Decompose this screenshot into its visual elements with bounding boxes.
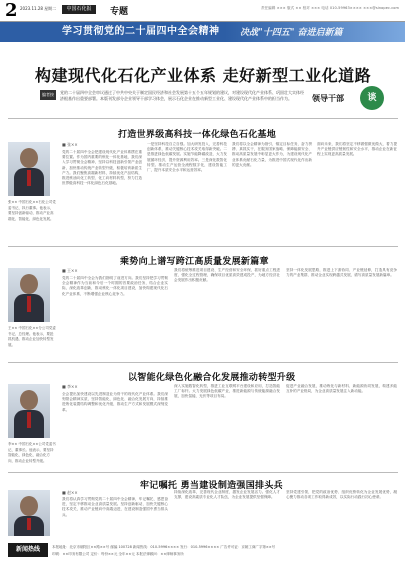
page-headline: 构建现代化石化产业体系 走好新型工业化道路 <box>35 66 372 85</box>
section-3-column-2: 深入实施数智化转型，推进工业互联网平台建设和应用，打造智能工厂标杆。大力发展绿色低碳产业，推进新能源与传统能源融合发展，加快氢能、光伏等项目布局。 <box>174 384 280 399</box>
byline-4: ■ 赵×× <box>62 490 78 495</box>
photo-head <box>20 274 38 294</box>
banner-slogan: 决战"十四五" 奋进启新篇 <box>240 28 343 38</box>
section-1-column-2: 一是坚持科技自立自强。加大研发投入，完善科技创新体系，推动关键核心技术攻关取得新突破。二是推进绿色低碳发展。实施节能降碳改造，大力发展循环经济，提升资源利用效率。三是深化数智化转型。推动生产运营全流程数字化，建设智能工厂，提升本质安全水平和运营效率。 <box>147 142 227 173</box>
intro-text: 党的二十届四中全会审议通过了中共中央关于制定国民经济和社会发展第十五个五年规划的建议，对建设现代化产业体系、巩固壮大实体经济根基作出重要部署。本版刊发部分企业领导干部学习体会，展示石化企业在推动新型工业化、建设现代化产业体系中的担当作为。 <box>60 90 304 101</box>
photo-tie <box>27 170 31 186</box>
section-divider <box>8 246 398 247</box>
photo-tie <box>27 518 31 530</box>
section-title-1: 打造世界级高科技一体化绿色石化基地 <box>118 130 277 140</box>
section-2-column-2: 我们将统筹推进项目建设、生产经营和安全环保，抓好重点工程进度，强化全过程管理，确保项目优质高效建成投产，为地方经济社会发展作出积极贡献。 <box>174 268 280 283</box>
photo-tie <box>27 412 31 428</box>
masthead-bar <box>0 0 405 22</box>
byline-1: ■ 张×× <box>62 142 78 147</box>
photo-head <box>20 496 38 516</box>
section-3-column-3: 促进产业融合发展，推动炼化与新材料、新能源协同发展，构建多能互补的产业格局，为企业高质量发展注入新动能。 <box>286 384 397 394</box>
section-divider <box>8 472 398 473</box>
section-4-column-1: 我们将认真学习贯彻党的二十届四中全会精神，牢记嘱托、感恩奋进，坚定不移推动企业高质量发展。坚持创新驱动，加快关键核心技术攻关，推动产业链向中高端迈进，在建设制造强国中勇当排头兵。 <box>62 497 168 517</box>
photo-head <box>20 148 38 168</box>
byline-3: ■ 李×× <box>62 384 78 389</box>
author-photo-1 <box>8 142 50 196</box>
section-2-column-3: 坚持一体化发展思路，推进上下游协同、产业链延伸，打造具有竞争力的产业集群，推动企业实现跨越式发展，谱写高质量发展新篇章。 <box>286 268 397 278</box>
byline-2: ■ 王×× <box>62 268 78 273</box>
photo-tie <box>27 296 31 312</box>
section-4-column-2: 持续深化改革，完善现代企业制度，激发企业发展活力。强化人才支撑，建设高素质专业化人才队伍，为企业发展提供坚强保障。 <box>174 490 280 500</box>
section-4-column-3: 坚持党建引领，把党的政治优势、组织优势转化为企业发展优势，凝心聚力推动各项工作取得新成效，以实际行动践行初心使命。 <box>286 490 397 500</box>
column-logo-circle: 谈 <box>360 86 384 110</box>
footer-line-2: 印刷：××印务有限公司 定价：每份××元 全年××元 本报法律顾问：××律师事务所 <box>52 552 184 556</box>
section-title-3: 以智能化绿色化融合化发展推动转型升级 <box>128 373 296 383</box>
section-divider <box>8 362 398 363</box>
author-caption-3: 李×× 中国石化××公司党委书记、董事长。他表示，要坚持智能化、绿色化、融合化方向，推动企业转型升级。 <box>8 442 56 463</box>
intro-tag: 编者按 <box>40 90 56 100</box>
section-divider <box>8 118 398 119</box>
author-photo-4 <box>8 490 50 536</box>
column-logo-text: 领导干部 <box>312 93 344 103</box>
author-photo-2 <box>8 268 50 322</box>
section-tag: 专题 <box>110 7 129 17</box>
editor-info: 责任编辑 ××× 版式 ×× 校对 ××× 电话 010-59963×××× ×××@sinopec.com <box>261 6 399 10</box>
section-2-column-1: 党的二十届四中全会为我们指明了前进方向。我们坚持把学习贯彻全会精神作为当前和今后一个时期的首要政治任务，结合企业实际，深化改革创新，推动炼化一体化项目建设，加快构建现代化石化产业体系，不断增强企业核心竞争力。 <box>62 276 168 296</box>
section-1-column-1: 党的二十届四中全会把建设现代化产业体系摆在重要位置。作为国内重要的炼化一体化基地，我们深入学习贯彻全会精神，坚持以科技创新引领产业创新，加快推动传统产业转型升级，积极培育新质生产力。我们聚焦高端新材料，持续优化产品结构，推进炼油向化工转型、化工向材料转型，努力打造世界级高科技一体化绿色石化基地。 <box>62 150 142 186</box>
author-caption-1: 张×× 中国石化××石化公司党委书记、执行董事。他表示，要坚持创新驱动，推动产业高端化、智能化、绿色化发展。 <box>8 200 56 221</box>
banner-text: 学习贯彻党的二十届四中全会精神 <box>62 26 220 37</box>
section-3-column-1: 全会提出加快建设以先进制造业为骨干的现代化产业体系。我们深刻领会精神实质，坚持智能化、绿色化、融合化发展方向，持续推进炼化装置结构调整和优化升级，推动生产方式和发展模式深刻变革。 <box>62 392 168 412</box>
author-caption-2: 王×× 中国石化××分公司党委书记、总经理。他表示，要抢抓机遇，推动企业加快转型发展。 <box>8 326 56 347</box>
paper-logo: 中国石化报 <box>62 5 96 14</box>
section-1-column-3: 我们将以全会精神为指引，锚定目标任务，奋力拼搏、真抓实干，在服务国家战略、保障能源安全、推动高质量发展中彰显更大作为，为建设现代化产业体系贡献石化力量，为推进中国式现代化作出新的更大贡献。 <box>232 142 312 167</box>
footer-line-1: 本报地址：北京市朝阳区××路××号 邮编 100728 新闻热线：010-5996×××× 发行：010-5996×××× 广告许可证：京朝工商广字第××号 <box>52 545 276 549</box>
column-logo <box>312 86 388 116</box>
footer-label: 新闻热线 <box>8 543 48 557</box>
theme-banner <box>0 22 405 42</box>
section-title-2: 乘势向上谱写跨江高质量发展新篇章 <box>120 257 269 267</box>
author-photo-3 <box>8 384 50 438</box>
issue-date: 2023.11.28 星期二 <box>20 6 57 11</box>
section-1-column-4: 面向未来，我们将坚定不移做强做优做大，着力提升产业链供应链韧性和安全水平，推动企业在新征程上实现更高质量发展。 <box>317 142 397 157</box>
page-number: 2 <box>5 0 18 21</box>
photo-head <box>20 390 38 410</box>
section-title-4: 牢记嘱托 勇当建设制造强国排头兵 <box>140 481 283 491</box>
